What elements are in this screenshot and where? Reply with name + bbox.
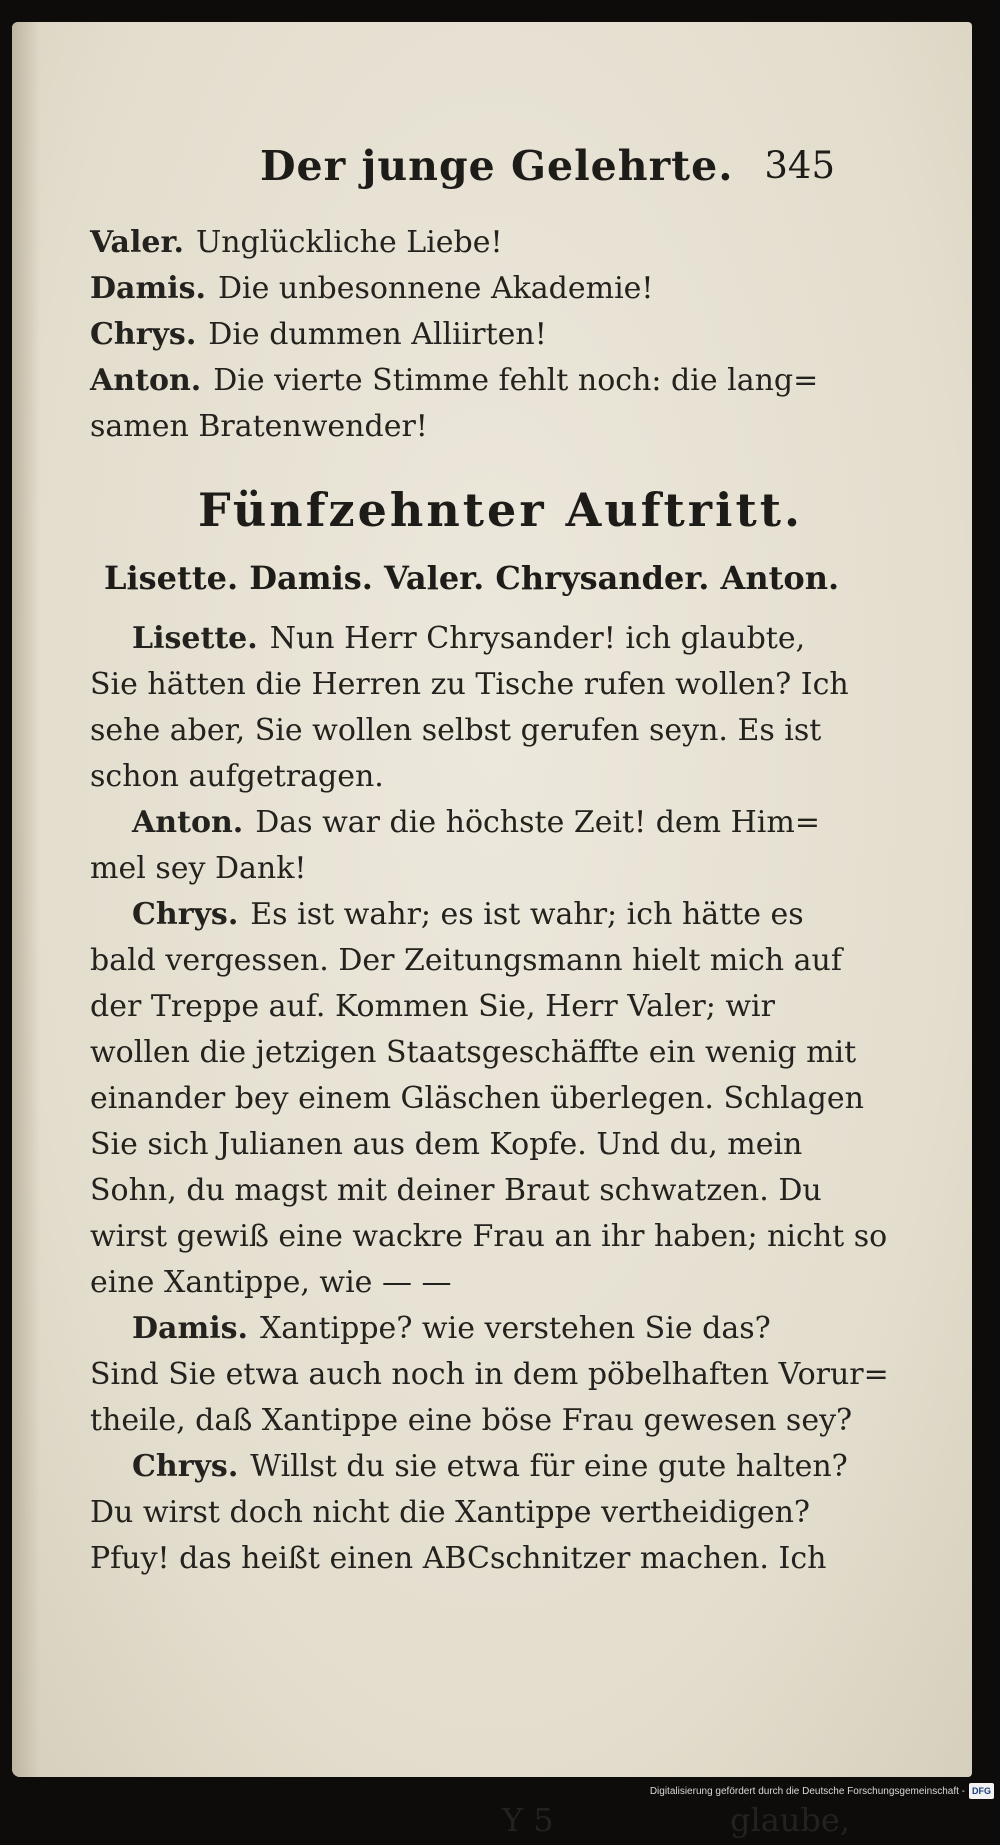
- text-line: [90, 1398, 853, 1444]
- signature-mark: Y 5: [502, 1801, 554, 1839]
- scene-cast: Lisette. Damis. Valer. Chrysander. Anton.: [104, 559, 840, 597]
- page-header: [260, 142, 835, 202]
- dfg-logo: DFG: [969, 1783, 994, 1799]
- dialogue-block-main: [90, 616, 889, 1582]
- speaker-name: Chrys.: [132, 1449, 239, 1484]
- text-line: [90, 1122, 850, 1168]
- line-text: Die vierte Stimme fehlt noch: die lang=: [213, 363, 819, 398]
- digitization-credit: [650, 1783, 994, 1799]
- text-line: [90, 846, 850, 892]
- credit-text: Digitalisierung gefördert durch die Deutsche Forschungsgemeinschaft -: [649, 1786, 965, 1797]
- line-text: wollen die jetzigen Staatsgeschäffte ein wenig mit: [90, 1035, 857, 1070]
- speaker-name: Lisette.: [132, 621, 258, 656]
- scene-title: Fünfzehnter Auftritt.: [198, 483, 803, 537]
- text-line: [90, 404, 850, 450]
- speaker-name: Damis.: [90, 271, 206, 306]
- line-text: Sie hätten die Herren zu Tische rufen wollen? Ich: [90, 667, 849, 702]
- text-line: [90, 1352, 889, 1398]
- speech-line: [90, 892, 850, 938]
- speech-line: [90, 220, 850, 266]
- speaker-name: Valer.: [90, 225, 184, 260]
- line-text: der Treppe auf. Kommen Sie, Herr Valer; wir: [90, 989, 775, 1024]
- line-text: Sie sich Julianen aus dem Kopfe. Und du, mein: [90, 1127, 803, 1162]
- speaker-name: Damis.: [132, 1311, 248, 1346]
- text-line: [90, 1490, 850, 1536]
- line-text: samen Bratenwender!: [90, 409, 428, 444]
- text-line: [90, 1214, 888, 1260]
- speech-line: [90, 312, 850, 358]
- speaker-name: Chrys.: [132, 897, 239, 932]
- line-text: Sind Sie etwa auch noch in dem pöbelhaften Vorur=: [90, 1357, 889, 1392]
- line-text: bald vergessen. Der Zeitungsmann hielt mich auf: [90, 943, 842, 978]
- line-text: Xantippe? wie verstehen Sie das?: [259, 1311, 771, 1346]
- text-line: [90, 1168, 850, 1214]
- page-number: 345: [764, 144, 835, 187]
- line-text: Sohn, du magst mit deiner Braut schwatzen. Du: [90, 1173, 822, 1208]
- speech-line: [90, 266, 850, 312]
- line-text: schon aufgetragen.: [90, 759, 384, 794]
- text-line: [90, 754, 850, 800]
- speech-line: [90, 616, 850, 662]
- line-text: Unglückliche Liebe!: [195, 225, 503, 260]
- catchword: glaube,: [730, 1801, 850, 1839]
- line-text: Willst du sie etwa für eine gute halten?: [250, 1449, 848, 1484]
- line-text: Nun Herr Chrysander! ich glaubte,: [269, 621, 806, 656]
- text-line: [90, 938, 850, 984]
- line-text: wirst gewiß eine wackre Frau an ihr haben; nicht so: [90, 1219, 888, 1254]
- speech-line: [90, 358, 850, 404]
- text-line: [90, 708, 850, 754]
- text-line: [90, 1030, 857, 1076]
- text-line: [90, 662, 850, 708]
- line-text: Das war die höchste Zeit! dem Him=: [255, 805, 820, 840]
- text-line: [90, 1260, 850, 1306]
- line-text: Die unbesonnene Akademie!: [217, 271, 654, 306]
- line-text: sehe aber, Sie wollen selbst gerufen seyn. Es ist: [90, 713, 822, 748]
- line-text: einander bey einem Gläschen überlegen. Schlagen: [90, 1081, 864, 1116]
- line-text: Pfuy! das heißt einen ABCschnitzer machen. Ich: [90, 1541, 827, 1576]
- speaker-name: Chrys.: [90, 317, 197, 352]
- line-text: mel sey Dank!: [90, 851, 307, 886]
- speech-line: [90, 1306, 850, 1352]
- page-edge-shadow: [12, 22, 40, 1777]
- text-line: [90, 1076, 864, 1122]
- dialogue-block-top: [90, 220, 850, 450]
- line-text: Die dummen Alliirten!: [208, 317, 547, 352]
- speech-line: [90, 1444, 850, 1490]
- text-line: [90, 1536, 850, 1582]
- speech-line: [90, 800, 850, 846]
- text-line: [90, 984, 850, 1030]
- speaker-name: Anton.: [132, 805, 244, 840]
- line-text: Du wirst doch nicht die Xantippe vertheidigen?: [90, 1495, 810, 1530]
- line-text: Es ist wahr; es ist wahr; ich hätte es: [250, 897, 804, 932]
- running-title: Der junge Gelehrte.: [260, 142, 734, 190]
- line-text: eine Xantippe, wie — —: [90, 1265, 452, 1300]
- speaker-name: Anton.: [90, 363, 202, 398]
- line-text: theile, daß Xantippe eine böse Frau gewesen sey?: [90, 1403, 853, 1438]
